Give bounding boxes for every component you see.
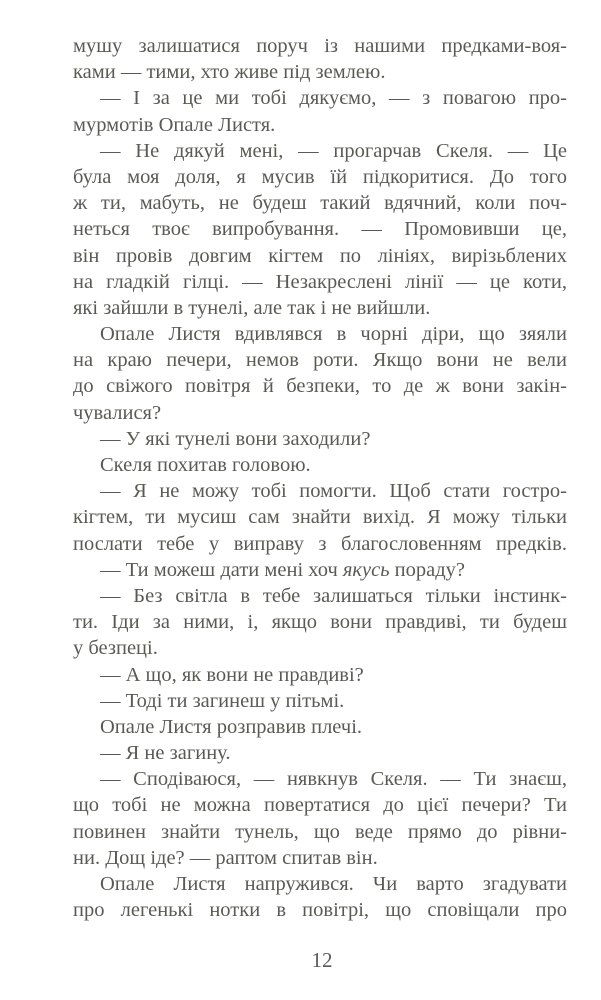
- text-line: [73, 504, 567, 530]
- text-line-content: — У які тунелі вони заходили?: [100, 427, 371, 450]
- text-line-content: на краю печери, немов роти. Якщо вони не вели: [73, 349, 567, 372]
- text-line: [73, 662, 567, 688]
- text-line-continuation: пораду?: [389, 558, 466, 581]
- text-line-content: — Я не можу тобі помогти. Щоб стати гостро-: [100, 480, 567, 503]
- book-page-text: [73, 33, 567, 923]
- text-line: [73, 85, 567, 111]
- text-line: [73, 243, 567, 269]
- text-line: [73, 897, 567, 923]
- text-line-content: була моя доля, я мусив їй підкоритися. До того: [73, 165, 567, 188]
- text-line: [73, 635, 567, 661]
- text-line-content: у безпеці.: [73, 637, 158, 660]
- text-line: [73, 714, 567, 740]
- text-line-content: ти. Іди за ними, і, якщо вони правдиві, ти будеш: [73, 611, 567, 634]
- text-line: [73, 426, 567, 452]
- text-line: [73, 557, 567, 583]
- italic-emphasis: якусь: [342, 558, 390, 581]
- text-line: [73, 819, 567, 845]
- text-line-content: ками — тими, хто живе під землею.: [73, 61, 386, 84]
- text-line-content: послати тебе у виправу з благословенням предків.: [73, 532, 567, 555]
- text-line: [73, 59, 567, 85]
- text-line: [73, 190, 567, 216]
- text-line-content: мушу залишатися поруч із нашими предками-воя-: [73, 35, 567, 57]
- text-line: [73, 766, 567, 792]
- text-line-content: кігтем, ти мусиш сам знайти вихід. Я можу тільки: [73, 506, 567, 529]
- text-line-content: мурмотів Опале Листя.: [73, 113, 276, 136]
- text-line-content: неться твоє випробування. — Промовивши це,: [73, 218, 567, 241]
- text-line: [73, 740, 567, 766]
- text-line-content: Опале Листя розправив плечі.: [100, 715, 363, 738]
- text-line-content: він провів довгим кігтем по лініях, вирізьблених: [73, 244, 567, 267]
- text-line-content: Скеля похитав головою.: [100, 454, 311, 476]
- text-line-content: — Я не загину.: [100, 742, 231, 765]
- text-line-content: повинен знайти тунель, що веде прямо до рівни-: [73, 820, 567, 843]
- text-line: [73, 112, 567, 138]
- text-line: [73, 531, 567, 557]
- text-line-content: — Тоді ти загинеш у пітьмі.: [100, 689, 345, 712]
- text-line-content: Опале Листя вдивлявся в чорні діри, що зяяли: [100, 323, 567, 346]
- text-line: [73, 295, 567, 321]
- text-line: [73, 845, 567, 871]
- text-line-content: які зайшли в тунелі, але так і не вийшли.: [73, 296, 431, 319]
- text-line: [73, 400, 567, 426]
- text-line: [73, 164, 567, 190]
- text-line: [73, 688, 567, 714]
- text-line: [73, 373, 567, 399]
- text-line: [73, 871, 567, 897]
- page-number: 12: [311, 948, 333, 972]
- text-line: [73, 478, 567, 504]
- text-line: [73, 33, 567, 59]
- text-line-content: — І за це ми тобі дякуємо, — з повагою про-: [100, 87, 567, 110]
- text-line-content: — А що, як вони не правдиві?: [100, 663, 364, 686]
- text-line: [73, 792, 567, 818]
- text-line: [73, 347, 567, 373]
- text-line-content: до свіжого повітря й безпеки, то де ж вони закін-: [73, 375, 567, 398]
- text-line-content: чувалися?: [73, 401, 162, 424]
- text-line-content: — Не дякуй мені, — прогарчав Скеля. — Це: [100, 139, 567, 162]
- text-line: [73, 583, 567, 609]
- text-line-content: — Без світла в тебе залишаться тільки інстинк-: [100, 584, 567, 607]
- text-line-content: ни. Дощ іде? — раптом спитав він.: [73, 846, 378, 869]
- text-line-content: ж ти, мабуть, не будеш такий вдячний, коли поч-: [73, 192, 567, 215]
- text-line: [73, 216, 567, 242]
- text-line: [73, 321, 567, 347]
- text-line-content: про легенькі нотки в повітрі, що сповіщали про: [73, 899, 567, 922]
- text-line-content: — Сподіваюся, — нявкнув Скеля. — Ти знаєш,: [100, 768, 567, 791]
- text-line-content: — Ти можеш дати мені хоч: [100, 558, 343, 581]
- text-line: [73, 609, 567, 635]
- text-line: [73, 138, 567, 164]
- text-line-content: що тобі не можна повертатися до цієї печери? Ти: [73, 794, 567, 817]
- text-line: [73, 269, 567, 295]
- text-line-content: на гладкій гілці. — Незакреслені лінії — це коти,: [73, 270, 567, 293]
- text-line: [73, 452, 567, 478]
- text-line-content: Опале Листя напружився. Чи варто згадувати: [100, 873, 567, 895]
